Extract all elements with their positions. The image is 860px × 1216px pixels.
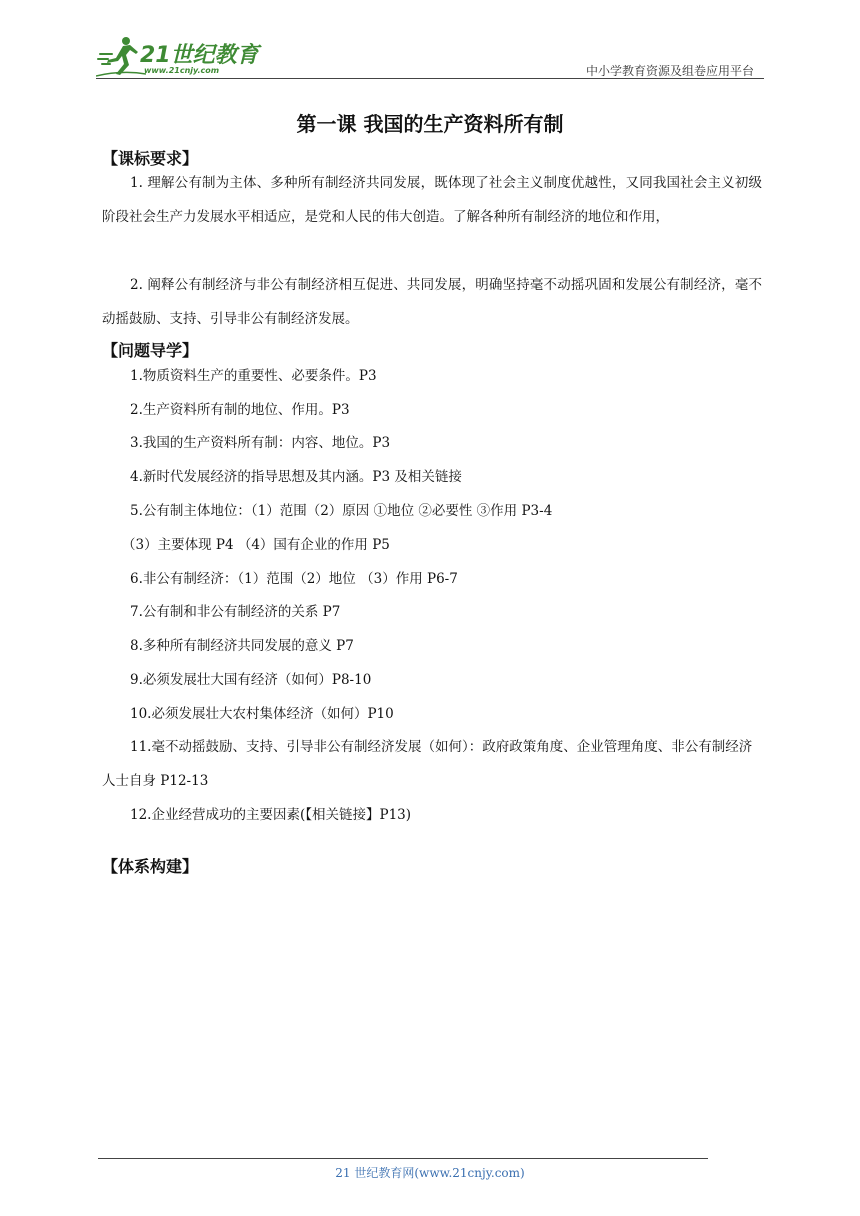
footer-link[interactable]: 21 世纪教育网(www.21cnjy.com)	[335, 1166, 525, 1180]
guide-item-9: 9.必须发展壮大国有经济（如何）P8-10	[130, 672, 372, 688]
header-platform-name: 中小学教育资源及组卷应用平台	[585, 64, 754, 78]
section-heading-system: 【体系构建】	[102, 857, 199, 876]
footer-divider	[98, 1158, 708, 1159]
standards-item-2: 2. 阐释公有制经济与非公有制经济相互促进、共同发展，明确坚持毫不动摇巩固和发展公有制经济，毫不动摇鼓励、支持、引导非公有制经济发展。	[102, 277, 762, 327]
logo-url: www.21cnjy.com	[144, 66, 220, 75]
page-title: 第一课 我国的生产资料所有制	[296, 112, 564, 136]
runner-logo-icon	[96, 34, 146, 78]
page-header	[96, 30, 764, 80]
guide-item-10: 10.必须发展壮大农村集体经济（如何）P10	[130, 706, 394, 722]
section-heading-standards: 【课标要求】	[102, 149, 199, 168]
section-heading-guide: 【问题导学】	[102, 341, 199, 360]
guide-item-1: 1.物质资料生产的重要性、必要条件。P3	[130, 368, 377, 384]
guide-item-6: 6.非公有制经济：（1）范围（2）地位 （3）作用 P6-7	[130, 571, 458, 587]
guide-item-5: 5.公有制主体地位：（1）范围（2）原因 ①地位 ②必要性 ③作用 P3-4	[130, 503, 553, 519]
header-divider	[96, 78, 764, 79]
guide-item-7: 7.公有制和非公有制经济的关系 P7	[130, 604, 341, 620]
guide-item-8: 8.多种所有制经济共同发展的意义 P7	[130, 638, 354, 654]
guide-item-11: 11.毫不动摇鼓励、支持、引导非公有制经济发展（如何）：政府政策角度、企业管理角度、非公有制经济人士自身 P12-13	[102, 739, 753, 789]
site-logo[interactable]	[96, 34, 266, 80]
guide-item-4: 4.新时代发展经济的指导思想及其内涵。P3 及相关链接	[130, 469, 462, 485]
logo-text: 21世纪教育	[140, 43, 259, 68]
guide-item-3: 3.我国的生产资料所有制：内容、地位。P3	[130, 435, 391, 451]
standards-item-1: 1. 理解公有制为主体、多种所有制经济共同发展，既体现了社会主义制度优越性，又同我国社会主义初级阶段社会生产力发展水平相适应，是党和人民的伟大创造。了解各种所有制经济的地位和作用，	[102, 175, 762, 225]
guide-item-12: 12.企业经营成功的主要因素(【相关链接】P13)	[130, 807, 412, 823]
guide-item-5-continued: （3）主要体现 P4 （4）国有企业的作用 P5	[122, 537, 390, 553]
guide-item-2: 2.生产资料所有制的地位、作用。P3	[130, 402, 350, 418]
